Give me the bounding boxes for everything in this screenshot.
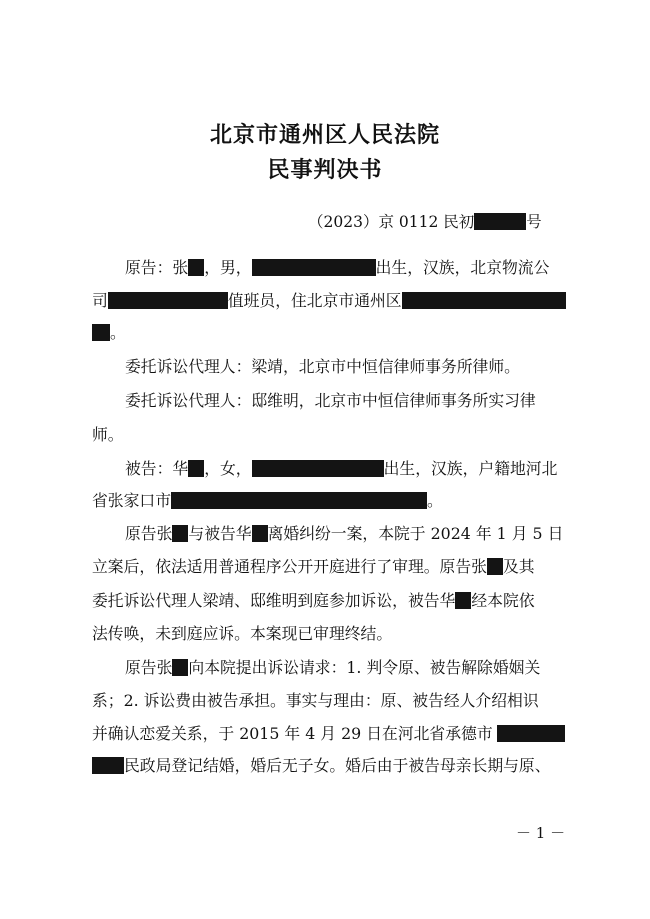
text-segment: 原告：张 [125,258,189,277]
agent-line-1: 委托诉讼代理人：梁靖，北京市中恒信律师事务所律师。 [125,357,520,376]
text-segment: 。 [427,491,443,510]
summary-line-1 [125,522,563,546]
text-segment: 。 [110,323,126,342]
document-type-title: 民事判决书 [267,157,383,183]
redaction-bar [455,592,471,609]
redaction-bar [92,324,110,341]
redaction-bar [252,460,384,477]
text-segment: 出生，汉族，北京物流公 [375,258,550,277]
redaction-bar [497,725,565,742]
summary-line-4: 法传唤，未到庭应诉。本案现已审理终结。 [92,624,393,643]
text-segment: 并确认恋爱关系，于 2015 年 4 月 29 日在河北省承德市 [92,724,493,743]
redaction-bar [474,213,526,230]
text-segment: 省张家口市 [92,491,171,510]
claims-line-4 [92,754,551,778]
case-number-prefix: （2023）京 0112 民初 [308,213,475,231]
case-number [308,210,542,232]
redaction-bar [252,259,376,276]
text-segment: 与被告华 [188,524,252,543]
text-segment: 及其 [502,557,535,576]
text-segment: 向本院提出诉讼请求：1. 判令原、被告解除婚姻关 [188,658,541,677]
page-number: － 1 － [516,824,566,842]
text-segment: ，女， [204,459,252,478]
claims-line-3 [92,722,565,746]
text-segment: 立案后，依法适用普通程序公开开庭进行了审理。原告张 [92,557,487,576]
claims-line-2: 系；2. 诉讼费由被告承担。事实与理由：原、被告经人介绍相识 [92,691,539,710]
plaintiff-line-3 [92,321,126,345]
text-segment: 值班员，住北京市通州区 [227,291,402,310]
plaintiff-line-2 [92,289,566,313]
court-name: 北京市通州区人民法院 [209,122,440,148]
text-segment: 民政局登记结婚，婚后无子女。婚后由于被告母亲长期与原、 [124,756,551,775]
defendant-line-1 [125,457,557,481]
agent-line-2: 委托诉讼代理人：邸维明，北京市中恒信律师事务所实习律 [125,391,536,410]
redaction-bar [92,757,124,774]
text-segment: 委托诉讼代理人梁靖、邸维明到庭参加诉讼，被告华 [92,591,456,610]
text-segment: 出生，汉族，户籍地河北 [383,459,558,478]
plaintiff-line-1 [125,256,549,280]
summary-line-2 [92,555,535,579]
redaction-bar [172,659,188,676]
defendant-line-2 [92,489,443,513]
agent-line-2-cont: 师。 [92,425,124,444]
text-segment: 司 [92,291,108,310]
claims-line-1 [125,656,540,680]
text-segment: 被告：华 [125,459,189,478]
text-segment: 原告张 [125,524,173,543]
redaction-bar [188,460,204,477]
redaction-bar [252,525,268,542]
text-segment: 经本院依 [471,591,535,610]
redaction-bar [188,259,204,276]
text-segment: 原告张 [125,658,173,677]
redaction-bar [172,525,188,542]
text-segment: 离婚纠纷一案，本院于 2024 年 1 月 5 日 [267,524,564,543]
text-segment: ，男， [204,258,252,277]
redaction-bar [171,492,427,509]
redaction-bar [108,292,228,309]
redaction-bar [402,292,566,309]
summary-line-3 [92,589,535,613]
case-number-suffix: 号 [526,213,542,231]
redaction-bar [487,558,503,575]
